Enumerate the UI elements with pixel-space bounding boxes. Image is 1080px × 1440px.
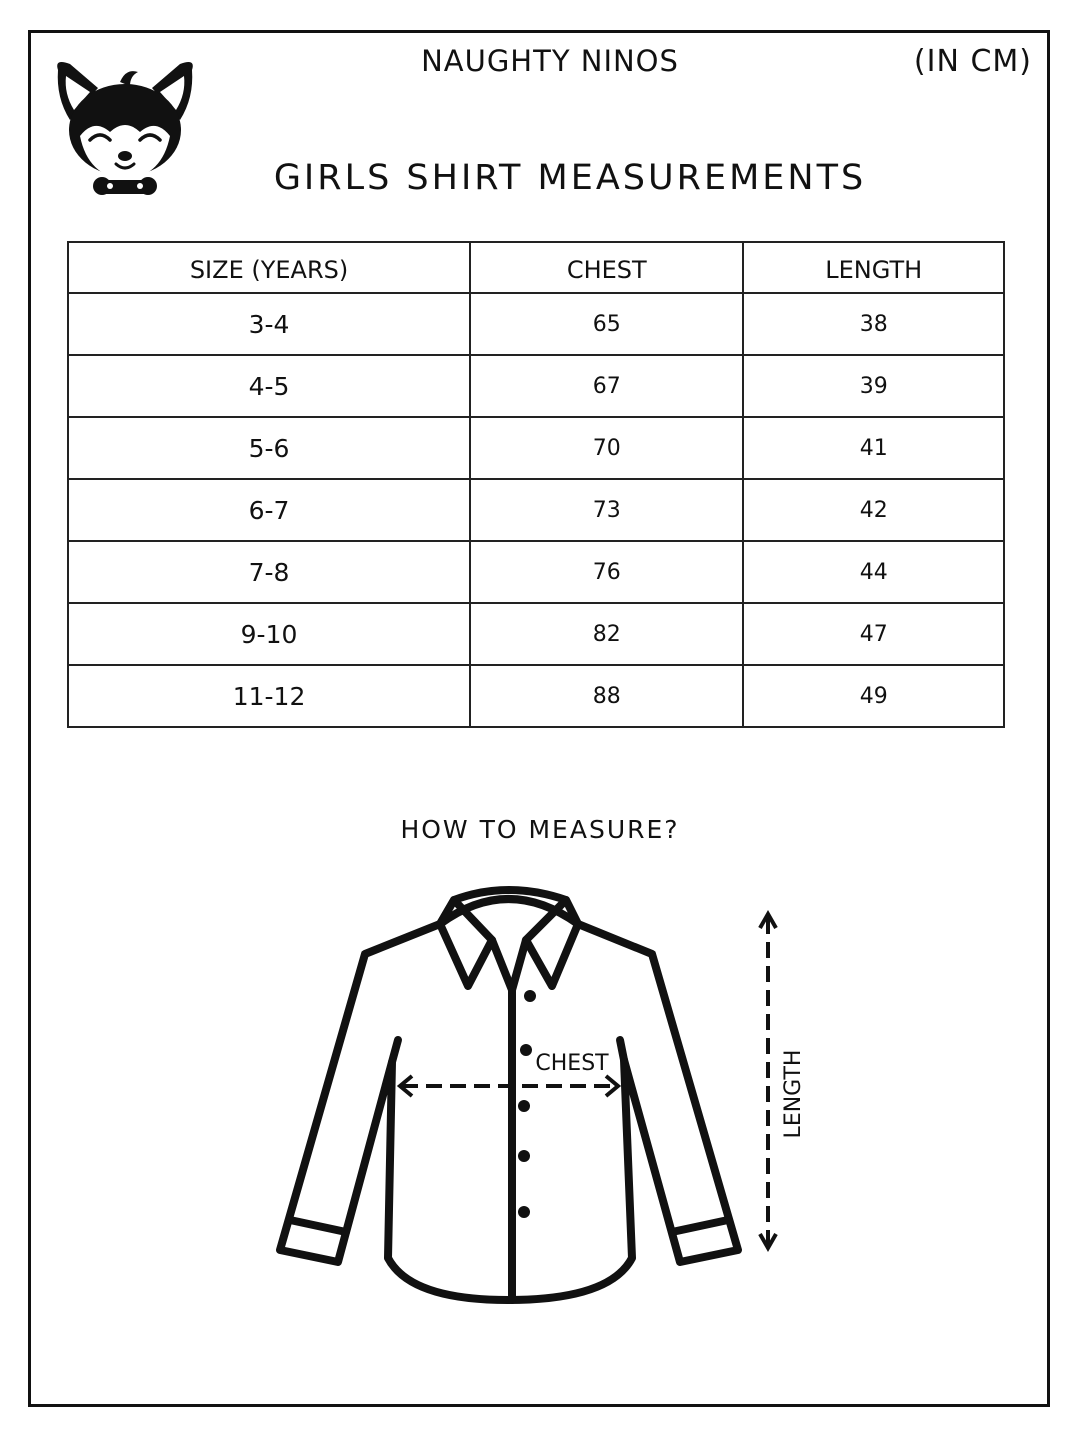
table-row	[68, 665, 1004, 727]
size-cell: 3-4	[68, 293, 470, 355]
chest-cell: 70	[470, 417, 743, 479]
chest-label: CHEST	[535, 1051, 609, 1076]
brand-name: NAUGHTY NINOS	[421, 44, 679, 78]
chest-cell: 67	[470, 355, 743, 417]
length-cell: 44	[743, 541, 1004, 603]
table-header-row	[68, 242, 1004, 293]
column-header-length: LENGTH	[743, 242, 1004, 293]
table-row	[68, 417, 1004, 479]
table-row	[68, 603, 1004, 665]
unit-label: (IN CM)	[913, 44, 1032, 79]
chest-cell: 73	[470, 479, 743, 541]
chest-cell: 65	[470, 293, 743, 355]
length-cell: 38	[743, 293, 1004, 355]
length-label: LENGTH	[781, 1049, 806, 1139]
length-cell: 47	[743, 603, 1004, 665]
size-cell: 4-5	[68, 355, 470, 417]
how-to-measure-heading: HOW TO MEASURE?	[400, 815, 680, 844]
chest-cell: 76	[470, 541, 743, 603]
table-row	[68, 293, 1004, 355]
chest-cell: 88	[470, 665, 743, 727]
size-cell: 11-12	[68, 665, 470, 727]
length-cell: 39	[743, 355, 1004, 417]
chest-cell: 82	[470, 603, 743, 665]
table-row	[68, 355, 1004, 417]
length-cell: 49	[743, 665, 1004, 727]
size-cell: 5-6	[68, 417, 470, 479]
shirt-diagram-icon	[260, 880, 820, 1320]
size-cell: 9-10	[68, 603, 470, 665]
page-title: GIRLS SHIRT MEASUREMENTS	[273, 158, 867, 198]
size-cell: 7-8	[68, 541, 470, 603]
table-row	[68, 541, 1004, 603]
size-chart-table	[67, 241, 1005, 728]
column-header-size: SIZE (YEARS)	[68, 242, 470, 293]
length-cell: 41	[743, 417, 1004, 479]
column-header-chest: CHEST	[470, 242, 743, 293]
length-cell: 42	[743, 479, 1004, 541]
size-cell: 6-7	[68, 479, 470, 541]
table-row	[68, 479, 1004, 541]
